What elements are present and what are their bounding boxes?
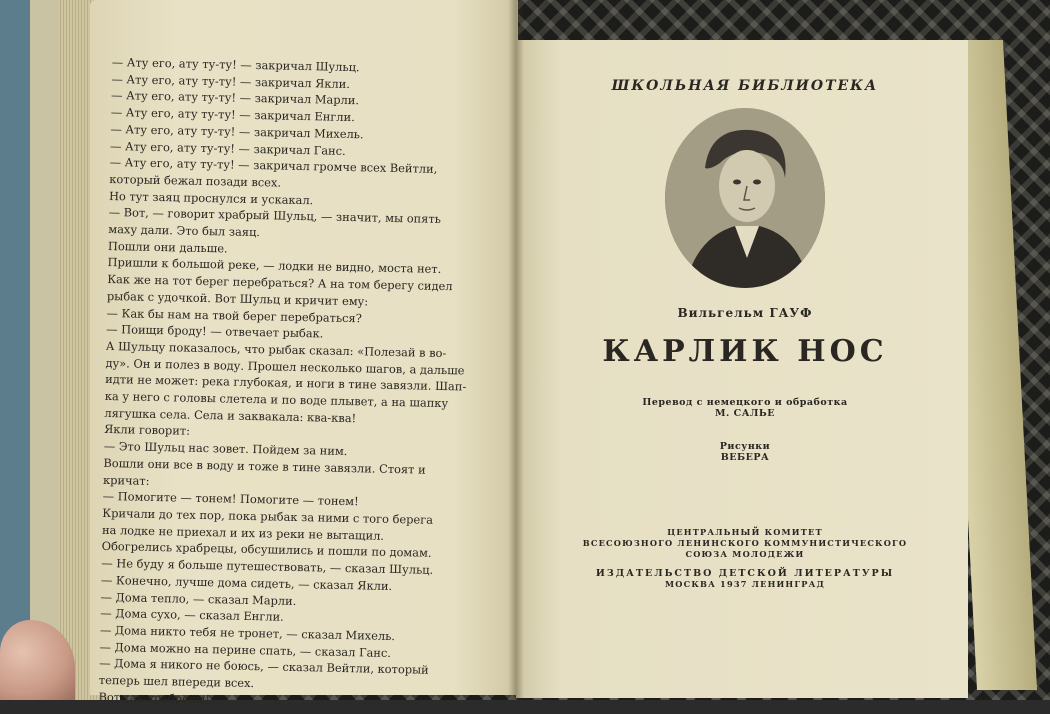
text-line: теперь шел впереди всех. <box>98 672 255 691</box>
text-line: — Ату его, ату ту-ту! — закричал Ганс. <box>109 138 346 158</box>
text-line: Вот так храбрецы! <box>98 689 211 706</box>
text-line: Обогрелись храбрецы, обсушились и пошли по домам. <box>101 539 432 561</box>
text-line: маху дали. Это был заяц. <box>108 221 261 240</box>
text-line: Пришли к большой реке, — лодки не видно, моста нет. <box>107 255 442 277</box>
text-line: который бежал позади всех. <box>109 171 282 190</box>
title-page <box>540 70 950 590</box>
publication-place-year: МОСКВА 1937 ЛЕНИНГРАД <box>665 579 825 589</box>
text-line: — Это Шульц нас зовет. Пойдем за ним. <box>103 439 348 459</box>
translator-name: М. САЛЬЕ <box>715 408 775 419</box>
publisher-block <box>540 527 950 590</box>
text-line: — Ату его, ату ту-ту! — закричал громче всех Вейтли, <box>109 155 438 177</box>
publisher-name: ИЗДАТЕЛЬСТВО ДЕТСКОЙ ЛИТЕРАТУРЫ <box>595 568 895 579</box>
text-line: — Ату его, ату ту-ту! — закричал Михель. <box>110 121 364 142</box>
text-line: Кричали до тех пор, пока рыбак за ними с того берега <box>102 505 434 527</box>
text-line: — Дома я никого не боюсь, — сказал Вейтли, который <box>99 656 429 678</box>
text-line: рыбак с удочкой. Вот Шульц и кричит ему: <box>106 288 369 309</box>
text-line: Пошли они дальше. <box>107 238 228 256</box>
text-line: Но тут заяц проснулся и ускакал. <box>108 188 314 207</box>
text-line: кричат: <box>102 472 150 488</box>
text-line: Вошли они все в воду и тоже в тине завязли. Стоят и <box>103 455 426 477</box>
publisher-line: ЦЕНТРАЛЬНЫЙ КОМИТЕТ <box>667 527 823 537</box>
illustrations-label: Рисунки <box>719 441 771 452</box>
author-portrait <box>665 108 825 288</box>
text-line: — Дома можно на перине спать, — сказал Ганс. <box>99 639 392 660</box>
text-line: — Как бы нам на твой берег перебраться? <box>106 305 362 325</box>
text-line: лягушка села. Села и заквакала: ква-ква! <box>104 405 357 425</box>
text-line: ка у него с головы слетела и по воде плывет, а на шапку <box>104 388 449 411</box>
text-line: — Поищи броду! — отвечает рыбак. <box>106 322 324 341</box>
author-name: Вильгельм ГАУФ <box>677 306 813 320</box>
series-name: ШКОЛЬНАЯ БИБЛИОТЕКА <box>611 78 879 94</box>
text-line: идти не может: река глубокая, и ноги в тине завязли. Шап- <box>105 372 467 394</box>
text-line: — Конечно, лучше дома сидеть, — сказал Якли. <box>100 572 393 593</box>
text-line: — Дома тепло, — сказал Марли. <box>100 589 297 608</box>
portrait-illustration <box>665 108 825 288</box>
text-line: ду». Он и полез в воду. Прошел несколько шагов, а дальше <box>105 355 465 378</box>
text-line: — Ату его, ату ту-ту! — закричал Шульц. <box>111 54 360 75</box>
text-line: — Дома никто тебя не тронет, — сказал Михель. <box>99 622 396 643</box>
publisher-line: СОЮЗА МОЛОДЕЖИ <box>685 549 805 559</box>
publisher-line: ВСЕСОЮЗНОГО ЛЕНИНСКОГО КОММУНИСТИЧЕСКОГО <box>582 538 908 548</box>
book-gutter <box>508 0 524 700</box>
text-line: А Шульцу показалось, что рыбак сказал: «Полезай в во- <box>105 338 447 361</box>
left-page-text <box>98 54 504 713</box>
book-title: КАРЛИК НОС <box>602 334 888 369</box>
translation-credit: Перевод с немецкого и обработка <box>642 397 848 408</box>
text-line: Якли говорит: <box>103 422 191 439</box>
text-line: Как же на тот берег перебраться? А на том берегу сидел <box>107 272 453 294</box>
text-line: — Вот, — говорит храбрый Шульц, — значит, мы опять <box>108 205 442 227</box>
text-line: — Ату его, ату ту-ту! — закричал Якли. <box>111 71 351 91</box>
text-line: — Помогите — тонем! Помогите — тонем! <box>102 489 359 509</box>
text-line: — Не буду я больше путешествовать, — сказал Шульц. <box>101 555 434 577</box>
illustrator-name: ВЕБЕРА <box>720 452 770 463</box>
text-line: — Ату его, ату ту-ту! — закричал Енгли. <box>110 105 355 125</box>
text-line: — Ату его, ату ту-ту! — закричал Марли. <box>110 88 360 108</box>
text-line: на лодке не приехал и их из реки не вытащил. <box>101 522 385 543</box>
text-line: — Дома сухо, — сказал Енгли. <box>100 606 284 624</box>
